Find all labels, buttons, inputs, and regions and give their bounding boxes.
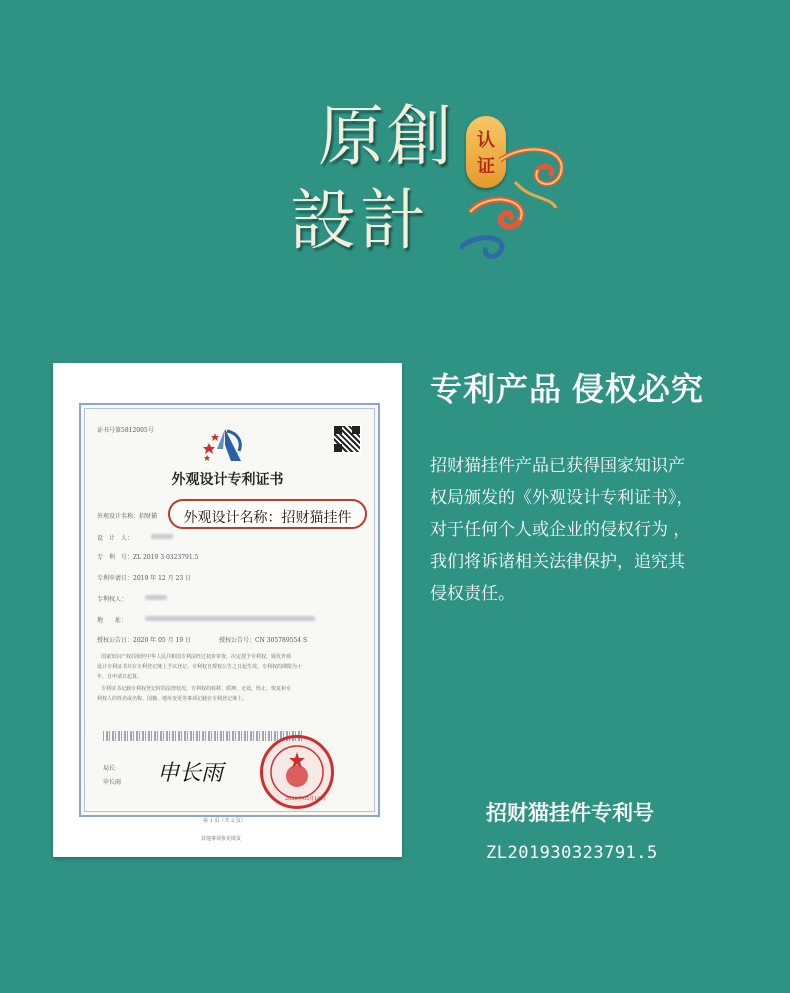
cert-body-text: 利权人的姓名或名称、国籍、地址变更等事项记载在专利登记簿上。 [97,696,248,702]
director-signature: 申长雨 [157,761,224,786]
description-line: 侵权责任。 [430,584,515,604]
cnipa-logo-icon [203,425,253,465]
patent-number-label: 招财猫挂件专利号 [486,802,654,825]
redacted-designer [151,534,173,539]
grant-date-row: 授权公告日：2020 年 05 月 19 日 [97,637,192,644]
seal-char-top: 认 [477,130,495,151]
filing-date-row: 专利申请日：2019 年 12 月 23 日 [97,575,192,582]
certificate-border [79,403,380,817]
cert-body-text: 年，自申请日起算。 [97,674,143,680]
seal-char-bottom: 证 [477,156,495,177]
patent-number-value: ZL201930323791.5 [486,843,658,863]
cert-body-text: 国家知识产权局依照中华人民共和国专利法经过初步审查，决定授予专利权，颁发外观 [101,654,292,660]
stamp-date: 2020年05月19日 [285,796,326,802]
cloud-swirl-icon [460,120,580,270]
description-line: 权局颁发的《外观设计专利证书》， [430,488,694,508]
patentee-row: 专利权人： [97,596,128,603]
callout-text: 外观设计名称：招财猫挂件 [183,510,352,526]
title-char: 原 [318,98,384,175]
footer-note: 其他事项参见续页 [201,836,242,842]
page-indicator: 第 1 页（共 2 页） [203,818,246,824]
patent-number-row: 专 利 号：ZL 2019 3 0323791.5 [97,554,199,561]
title-char: 設 [290,182,356,259]
grant-number-row: 授权公告号：CN 305789554 S [219,637,308,644]
director-name: 申长雨 [103,779,122,786]
description-line: 招财猫挂件产品已获得国家知识产 [430,456,685,476]
description [430,450,740,610]
address-row: 地 址： [97,617,128,624]
redacted-address [145,616,315,621]
designer-row: 设 计 人： [97,535,134,542]
design-name-row: 外观设计名称：招财猫 [97,513,158,520]
cert-body-text: 设计专利证书并在专利登记簿上予以登记。专利权自授权公告之日起生效。专利权的期限为十 [97,664,303,670]
title-block [290,100,580,270]
redacted-patentee [145,595,167,600]
title-char: 計 [360,182,426,259]
certificate-title: 外观设计专利证书 [171,472,284,488]
director-title: 局长 [103,765,116,772]
description-line: 我们将诉诸相关法律保护，追究其 [430,552,685,572]
description-line: 对于任何个人或企业的侵权行为 ， [430,520,691,540]
section-heading: 专利产品 侵权必究 [430,371,704,407]
title-char: 創 [386,98,452,175]
design-name-callout [168,499,367,529]
qr-code-icon [333,425,361,453]
cert-body-text: 专利证书记载专利权登记时的法律状况。专利权的转移、质押、无效、终止、恢复和专 [101,686,292,692]
cert-number: 证书号第5812005号 [97,427,154,434]
patent-certificate [53,363,402,857]
